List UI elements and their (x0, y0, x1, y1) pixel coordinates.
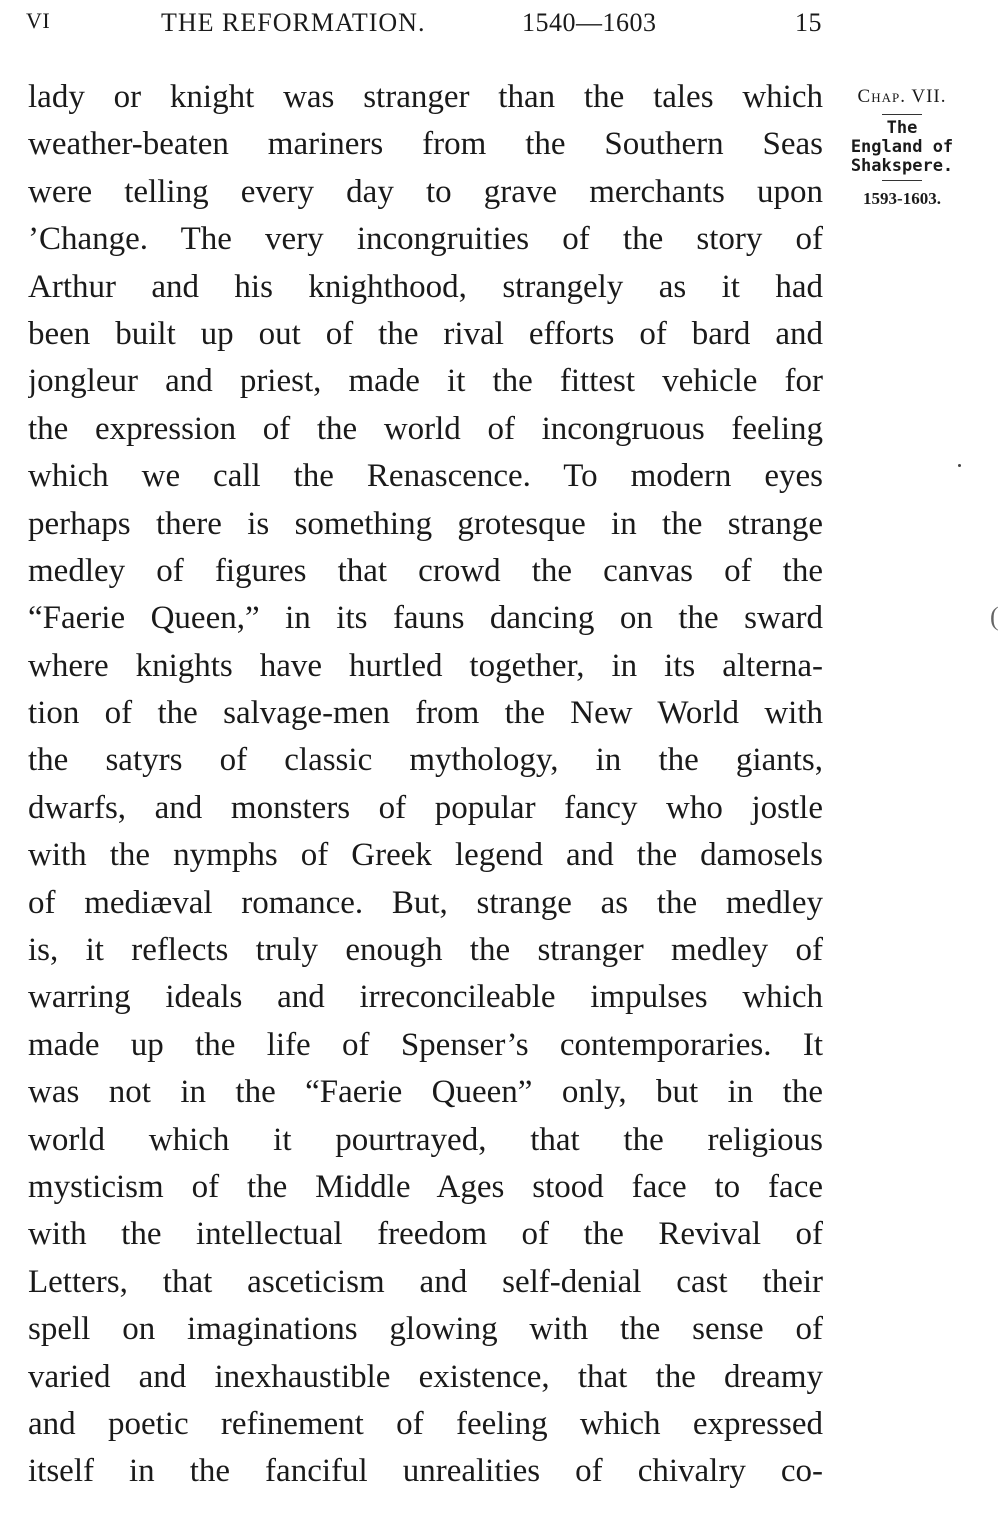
margin-note (832, 86, 972, 209)
margin-rule (882, 114, 922, 115)
text-line: been built up out of the rival efforts of bard and (28, 315, 823, 352)
page-number: 15 (795, 8, 822, 37)
text-line: where knights have hurtled together, in its alterna- (28, 647, 823, 684)
text-line: the expression of the world of incongruous feeling (28, 410, 823, 447)
text-line: was not in the “Faerie Queen” only, but in the (28, 1074, 823, 1111)
text-line: “Faerie Queen,” in its fauns dancing on the sward (28, 600, 823, 637)
text-line: which we call the Renascence. To modern eyes (28, 458, 823, 495)
text-line: spell on imaginations glowing with the sense of (28, 1311, 823, 1348)
text-line: world which it pourtrayed, that the religious (28, 1121, 823, 1158)
margin-topic-line: Shakspere. (850, 156, 954, 176)
text-line: itself in the fanciful unrealities of chivalry co- (28, 1453, 823, 1490)
text-line: is, it reflects truly enough the stranger medley of (28, 932, 823, 969)
margin-chapter: Chap. VII. (857, 86, 947, 107)
margin-rule (882, 180, 922, 181)
text-line: weather-beaten mariners from the Southern Seas (28, 126, 823, 163)
text-line: Arthur and his knighthood, strangely as it had (28, 268, 823, 305)
text-line: with the nymphs of Greek legend and the damosels (28, 837, 823, 874)
text-line: dwarfs, and monsters of popular fancy who jostle (28, 789, 823, 826)
text-line: Letters, that asceticism and self-denial cast their (28, 1263, 823, 1300)
text-line: mysticism of the Middle Ages stood face to face (28, 1168, 823, 1205)
text-line: varied and inexhaustible existence, that the dreamy (28, 1358, 823, 1395)
header-years: 1540—1603 (522, 8, 657, 37)
chapter-number: VI (26, 8, 51, 33)
margin-topic-line: The (886, 118, 918, 138)
text-line: with the intellectual freedom of the Revival of (28, 1216, 823, 1253)
running-title: THE REFORMATION. (161, 8, 426, 37)
text-line: made up the life of Spenser’s contemporaries. It (28, 1026, 823, 1063)
stray-mark: ( (990, 602, 999, 631)
body-text (28, 74, 823, 1496)
text-line: tion of the salvage-men from the New World with (28, 695, 823, 732)
text-line: were telling every day to grave merchants upon (28, 173, 823, 210)
text-line: the satyrs of classic mythology, in the giants, (28, 742, 823, 779)
text-line: jongleur and priest, made it the fittest vehicle for (28, 363, 823, 400)
text-line: medley of figures that crowd the canvas of the (28, 552, 823, 589)
stray-dot (958, 464, 961, 467)
margin-topic-line: England of (850, 137, 954, 157)
text-line: and poetic refinement of feeling which expressed (28, 1405, 823, 1442)
text-line: warring ideals and irreconcileable impulses which (28, 979, 823, 1016)
text-line: ’Change. The very incongruities of the story of (28, 221, 823, 258)
text-line: perhaps there is something grotesque in the strange (28, 505, 823, 542)
text-line: of mediæval romance. But, strange as the medley (28, 884, 823, 921)
running-header (26, 8, 822, 42)
margin-dates: 1593-1603. (863, 189, 941, 208)
text-line: lady or knight was stranger than the tales which (28, 79, 823, 115)
margin-topic (832, 119, 972, 176)
